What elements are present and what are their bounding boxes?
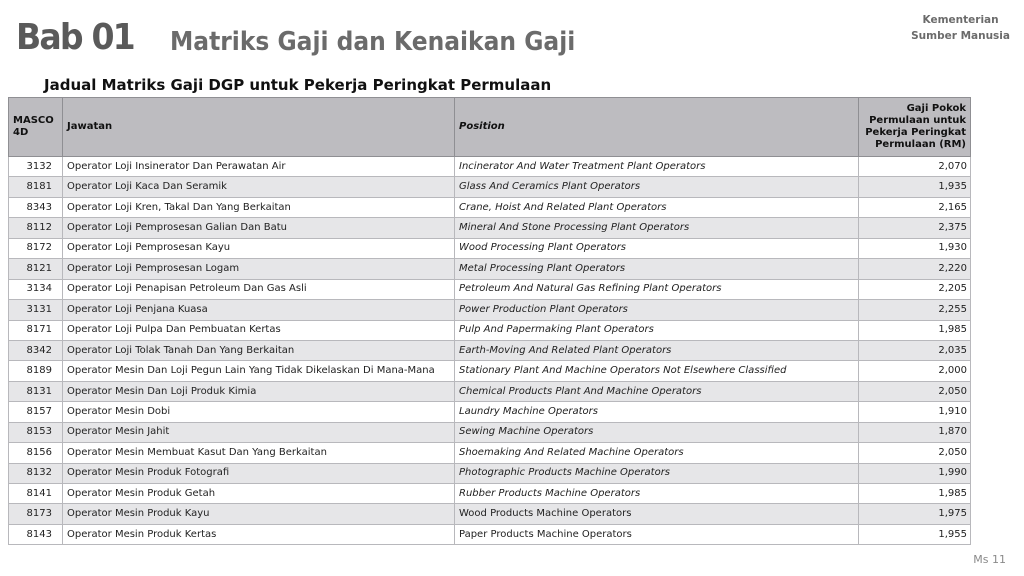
cell-jawatan: Operator Mesin Dobi [63, 402, 455, 422]
table-row [9, 361, 971, 381]
cell-salary: 2,050 [859, 443, 971, 463]
table-row [9, 218, 971, 238]
cell-position: Wood Products Machine Operators [455, 504, 859, 524]
cell-salary: 1,935 [859, 177, 971, 197]
column-header-position: Position [455, 98, 859, 157]
cell-jawatan: Operator Loji Tolak Tanah Dan Yang Berkaitan [63, 340, 455, 360]
page-header [16, 12, 1016, 62]
cell-jawatan: Operator Mesin Produk Kayu [63, 504, 455, 524]
cell-masco-code: 3131 [9, 300, 63, 320]
table-row [9, 177, 971, 197]
cell-position: Mineral And Stone Processing Plant Operators [455, 218, 859, 238]
cell-salary: 2,205 [859, 279, 971, 299]
cell-jawatan: Operator Loji Pemprosesan Kayu [63, 238, 455, 258]
cell-position: Pulp And Papermaking Plant Operators [455, 320, 859, 340]
cell-position: Rubber Products Machine Operators [455, 484, 859, 504]
cell-jawatan: Operator Mesin Dan Loji Pegun Lain Yang Tidak Dikelaskan Di Mana-Mana [63, 361, 455, 381]
cell-salary: 1,870 [859, 422, 971, 442]
cell-jawatan: Operator Loji Pemprosesan Logam [63, 259, 455, 279]
ministry-line-1: Kementerian [922, 14, 999, 26]
cell-position: Crane, Hoist And Related Plant Operators [455, 197, 859, 217]
cell-masco-code: 8343 [9, 197, 63, 217]
cell-salary: 1,910 [859, 402, 971, 422]
table-row [9, 259, 971, 279]
cell-masco-code: 8172 [9, 238, 63, 258]
cell-position: Earth-Moving And Related Plant Operators [455, 340, 859, 360]
table-body [9, 157, 971, 545]
cell-masco-code: 3134 [9, 279, 63, 299]
table-row [9, 484, 971, 504]
column-header-code: MASCO 4D [9, 98, 63, 157]
table-row [9, 238, 971, 258]
cell-masco-code: 8132 [9, 463, 63, 483]
cell-position: Sewing Machine Operators [455, 422, 859, 442]
cell-jawatan: Operator Mesin Produk Fotografi [63, 463, 455, 483]
cell-salary: 1,990 [859, 463, 971, 483]
cell-position: Shoemaking And Related Machine Operators [455, 443, 859, 463]
table-row [9, 157, 971, 177]
cell-position: Wood Processing Plant Operators [455, 238, 859, 258]
cell-jawatan: Operator Loji Insinerator Dan Perawatan Air [63, 157, 455, 177]
cell-masco-code: 8121 [9, 259, 63, 279]
cell-salary: 2,375 [859, 218, 971, 238]
table-row [9, 279, 971, 299]
cell-masco-code: 8141 [9, 484, 63, 504]
cell-masco-code: 8143 [9, 524, 63, 544]
cell-position: Power Production Plant Operators [455, 300, 859, 320]
cell-masco-code: 8171 [9, 320, 63, 340]
cell-position: Glass And Ceramics Plant Operators [455, 177, 859, 197]
cell-masco-code: 3132 [9, 157, 63, 177]
cell-jawatan: Operator Loji Penapisan Petroleum Dan Gas Asli [63, 279, 455, 299]
chapter-label: Bab 01 [16, 17, 134, 58]
cell-masco-code: 8173 [9, 504, 63, 524]
cell-masco-code: 8157 [9, 402, 63, 422]
column-header-jawatan: Jawatan [63, 98, 455, 157]
cell-masco-code: 8131 [9, 381, 63, 401]
cell-position: Metal Processing Plant Operators [455, 259, 859, 279]
cell-salary: 1,985 [859, 320, 971, 340]
cell-salary: 2,220 [859, 259, 971, 279]
cell-jawatan: Operator Mesin Jahit [63, 422, 455, 442]
table-row [9, 443, 971, 463]
table-title: Jadual Matriks Gaji DGP untuk Pekerja Peringkat Permulaan [44, 76, 552, 94]
cell-salary: 1,955 [859, 524, 971, 544]
page-title: Matriks Gaji dan Kenaikan Gaji [170, 27, 576, 57]
table-row [9, 524, 971, 544]
cell-jawatan: Operator Mesin Dan Loji Produk Kimia [63, 381, 455, 401]
table-row [9, 504, 971, 524]
ministry-line-2: Sumber Manusia [911, 30, 1010, 42]
cell-salary: 1,930 [859, 238, 971, 258]
salary-matrix-table [8, 97, 971, 545]
cell-jawatan: Operator Mesin Produk Getah [63, 484, 455, 504]
table-row [9, 381, 971, 401]
cell-salary: 1,985 [859, 484, 971, 504]
cell-jawatan: Operator Loji Kaca Dan Seramik [63, 177, 455, 197]
cell-masco-code: 8153 [9, 422, 63, 442]
cell-salary: 2,050 [859, 381, 971, 401]
cell-jawatan: Operator Loji Pemprosesan Galian Dan Batu [63, 218, 455, 238]
cell-masco-code: 8189 [9, 361, 63, 381]
cell-salary: 2,035 [859, 340, 971, 360]
table-row [9, 320, 971, 340]
table-row [9, 340, 971, 360]
cell-position: Stationary Plant And Machine Operators Not Elsewhere Classified [455, 361, 859, 381]
cell-masco-code: 8181 [9, 177, 63, 197]
table-row [9, 422, 971, 442]
cell-position: Petroleum And Natural Gas Refining Plant Operators [455, 279, 859, 299]
cell-position: Chemical Products Plant And Machine Operators [455, 381, 859, 401]
cell-salary: 2,255 [859, 300, 971, 320]
column-header-salary: Gaji Pokok Permulaan untuk Pekerja Peringkat Permulaan (RM) [859, 98, 971, 157]
cell-position: Paper Products Machine Operators [455, 524, 859, 544]
table-row [9, 300, 971, 320]
cell-masco-code: 8156 [9, 443, 63, 463]
cell-jawatan: Operator Loji Penjana Kuasa [63, 300, 455, 320]
cell-jawatan: Operator Mesin Membuat Kasut Dan Yang Berkaitan [63, 443, 455, 463]
cell-position: Laundry Machine Operators [455, 402, 859, 422]
cell-jawatan: Operator Loji Pulpa Dan Pembuatan Kertas [63, 320, 455, 340]
cell-position: Photographic Products Machine Operators [455, 463, 859, 483]
cell-salary: 2,070 [859, 157, 971, 177]
cell-salary: 2,165 [859, 197, 971, 217]
cell-jawatan: Operator Mesin Produk Kertas [63, 524, 455, 544]
table-row [9, 402, 971, 422]
cell-salary: 2,000 [859, 361, 971, 381]
cell-masco-code: 8112 [9, 218, 63, 238]
cell-jawatan: Operator Loji Kren, Takal Dan Yang Berkaitan [63, 197, 455, 217]
table-row [9, 463, 971, 483]
table-header-row [9, 98, 971, 157]
ministry-label [911, 12, 1010, 44]
page-number: Ms 11 [973, 553, 1006, 566]
cell-masco-code: 8342 [9, 340, 63, 360]
cell-position: Incinerator And Water Treatment Plant Operators [455, 157, 859, 177]
cell-salary: 1,975 [859, 504, 971, 524]
table-row [9, 197, 971, 217]
